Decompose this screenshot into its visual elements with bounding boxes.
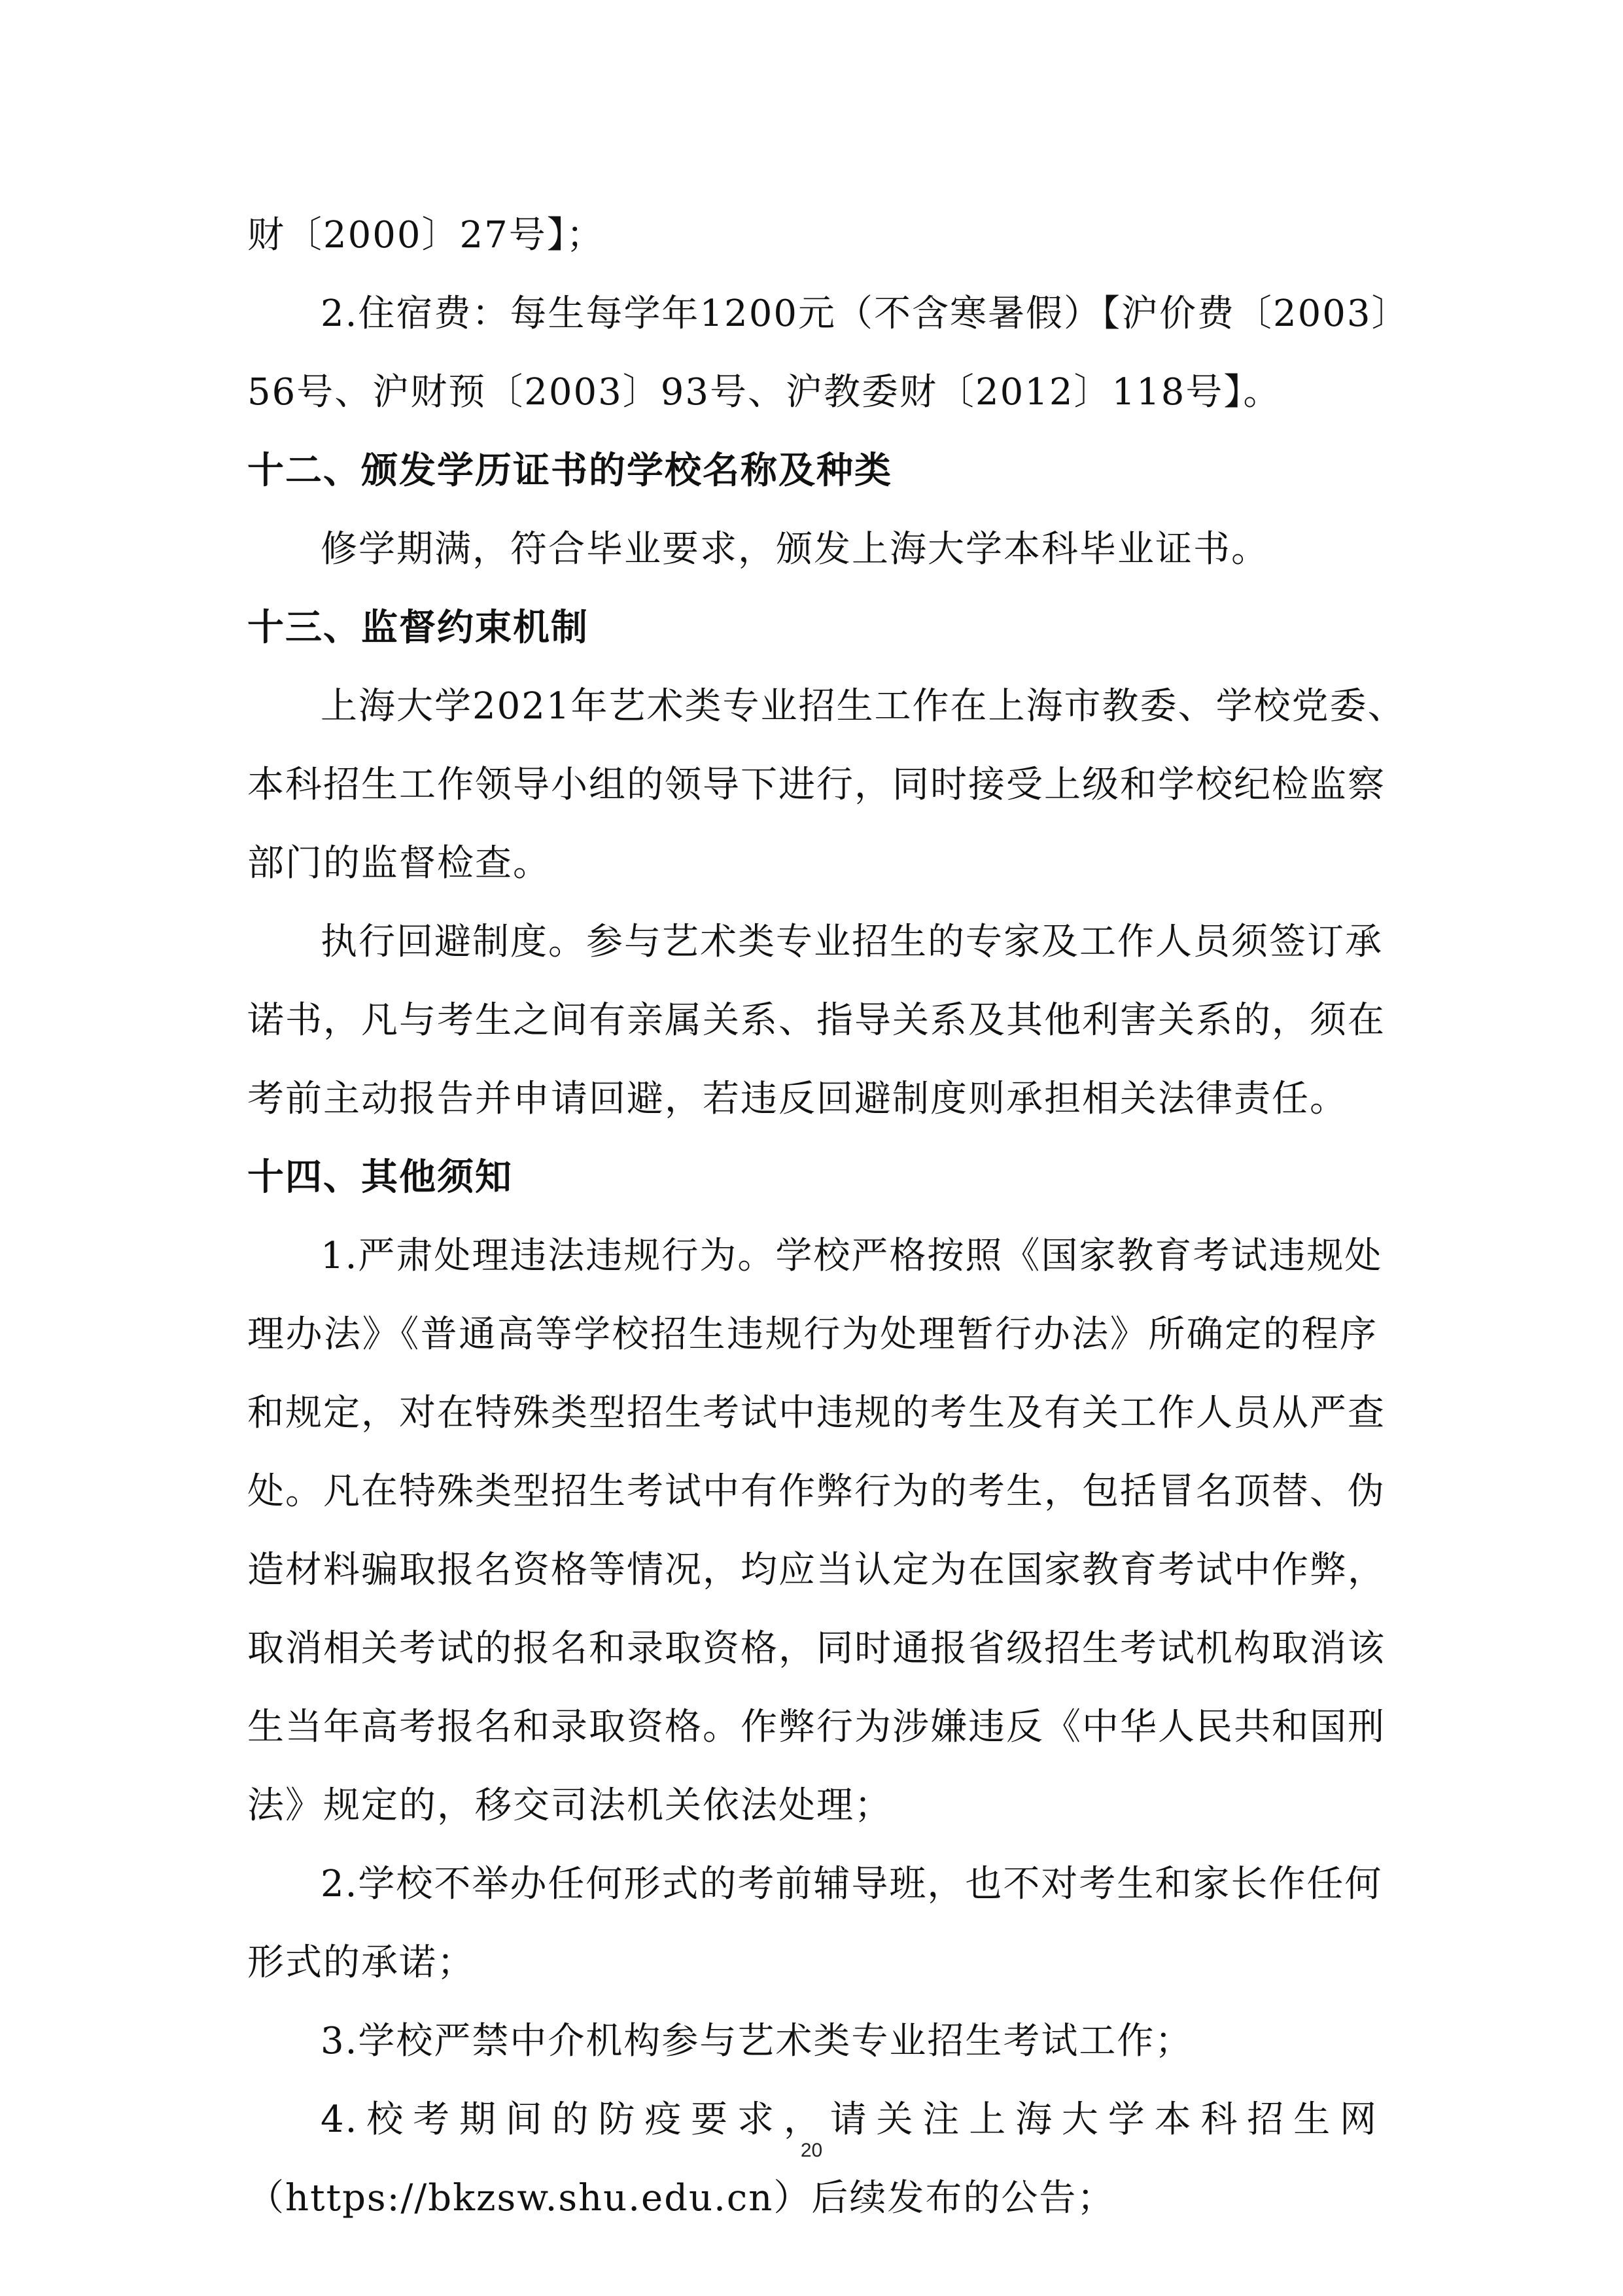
paragraph-line: 2.住宿费：每生每学年1200元（不含寒暑假）【沪价费〔2003〕 bbox=[321, 292, 1410, 335]
paragraph-line: 理办法》《普通高等学校招生违规行为处理暂行办法》所确定的程序 bbox=[247, 1313, 1378, 1356]
paragraph-line: 上海大学2021年艺术类专业招生工作在上海市教委、学校党委、 bbox=[321, 685, 1406, 728]
paragraph-line: 和规定，对在特殊类型招生考试中违规的考生及有关工作人员从严查 bbox=[247, 1392, 1386, 1434]
paragraph-line: 执行回避制度。参与艺术类专业招生的专家及工作人员须签订承 bbox=[321, 921, 1383, 963]
paragraph-line: 4.校考期间的防疫要求，请关注上海大学本科招生网 bbox=[321, 2098, 1378, 2141]
paragraph-line: 考前主动报告并申请回避，若违反回避制度则承担相关法律责任。 bbox=[247, 1078, 1348, 1120]
paragraph-line: 1.严肃处理违法违规行为。学校严格按照《国家教育考试违规处 bbox=[321, 1235, 1383, 1277]
paragraph-line: 56号、沪财预〔2003〕93号、沪教委财〔2012〕118号】。 bbox=[247, 371, 1282, 414]
page-number: 20 bbox=[800, 2140, 823, 2161]
paragraph-line: 3.学校严禁中介机构参与艺术类专业招生考试工作； bbox=[321, 2020, 1193, 2062]
paragraph-line: 部门的监督检查。 bbox=[247, 842, 551, 885]
section-heading: 十四、其他须知 bbox=[247, 1156, 513, 1199]
section-heading: 十三、监督约束机制 bbox=[247, 607, 589, 649]
paragraph-line: 财〔2000〕27号】； bbox=[247, 214, 604, 256]
paragraph-line: 本科招生工作领导小组的领导下进行，同时接受上级和学校纪检监察 bbox=[247, 764, 1386, 806]
paragraph-line: 造材料骗取报名资格等情况，均应当认定为在国家教育考试中作弊， bbox=[247, 1549, 1386, 1591]
paragraph-line: （https://bkzsw.shu.edu.cn）后续发布的公告； bbox=[247, 2177, 1115, 2219]
paragraph-line: 取消相关考试的报名和录取资格，同时通报省级招生考试机构取消该 bbox=[247, 1627, 1386, 1670]
paragraph-line: 形式的承诺； bbox=[247, 1941, 475, 1984]
paragraph-line: 修学期满，符合毕业要求，颁发上海大学本科毕业证书。 bbox=[321, 528, 1269, 571]
paragraph-line: 处。凡在特殊类型招生考试中有作弊行为的考生，包括冒名顶替、伪 bbox=[247, 1470, 1386, 1513]
paragraph-line: 2.学校不举办任何形式的考前辅导班，也不对考生和家长作任何 bbox=[321, 1863, 1383, 1905]
paragraph-line: 法》规定的，移交司法机关依法处理； bbox=[247, 1784, 892, 1827]
paragraph-line: 诺书，凡与考生之间有亲属关系、指导关系及其他利害关系的，须在 bbox=[247, 999, 1386, 1042]
paragraph-line: 生当年高考报名和录取资格。作弊行为涉嫌违反《中华人民共和国刑 bbox=[247, 1706, 1386, 1748]
section-heading: 十二、颁发学历证书的学校名称及种类 bbox=[247, 450, 892, 492]
